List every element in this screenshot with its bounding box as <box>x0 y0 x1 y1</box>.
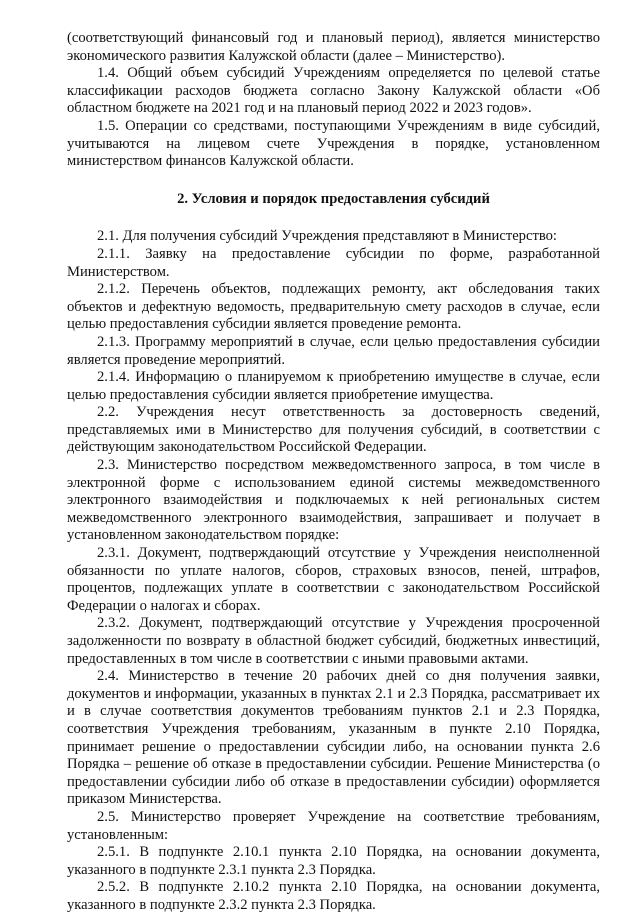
paragraph-2-1: 2.1. Для получения субсидий Учреждения представляют в Министерство: <box>97 228 557 245</box>
section-heading: 2. Условия и порядок предоставления субсидий <box>177 190 490 207</box>
paragraph-2-3-1: 2.3.1. Документ, подтверждающий отсутствие у Учреждения неисполненной обязанности по уплате налогов, сборов, страховых взносов, пеней, штрафов, процентов, подлежащих уплате в соответствии с законодательством Российской Федерации о налогах и сборах. <box>67 545 600 614</box>
paragraph-2-5: 2.5. Министерство проверяет Учреждение на соответствие требованиям, установленным: <box>67 808 600 843</box>
paragraph-2-1-3: 2.1.3. Программу мероприятий в случае, если целью предоставления субсидии является проведение мероприятий. <box>67 333 600 368</box>
paragraph-2-3-2: 2.3.2. Документ, подтверждающий отсутствие у Учреждения просроченной задолженности по возврату в областной бюджет субсидий, бюджетных инвестиций, предоставленных в том числе в соответствии с иными правовыми актами. <box>67 615 600 667</box>
paragraph-1-5: 1.5. Операции со средствами, поступающими Учреждениям в виде субсидий, учитываются на лицевом счете Учреждения в порядке, установленном министерством финансов Калужской области. <box>67 117 600 170</box>
paragraph-2-1-4: 2.1.4. Информацию о планируемом к приобретению имуществе в случае, если целью предоставления субсидии является приобретение имущества. <box>67 369 600 403</box>
paragraph-2-5-1: 2.5.1. В подпункте 2.10.1 пункта 2.10 Порядка, на основании документа, указанного в подпункте 2.3.1 пункта 2.3 Порядка. <box>67 844 600 878</box>
paragraph-2-5-2: 2.5.2. В подпункте 2.10.2 пункта 2.10 Порядка, на основании документа, указанного в подпункте 2.3.2 пункта 2.3 Порядка. <box>67 879 600 913</box>
paragraph-2-1-2: 2.1.2. Перечень объектов, подлежащих ремонту, акт обследования таких объектов и дефектную ведомость, предварительную смету расходов в случае, если целью предоставления субсидии является проведение ремонта. <box>67 281 600 333</box>
paragraph-intro-continuation: (соответствующий финансовый год и плановый период), является министерство экономического развития Калужской области (далее – Министерство). <box>67 30 600 64</box>
paragraph-1-4: 1.4. Общий объем субсидий Учреждениям определяется по целевой статье классификации расходов бюджета согласно Закону Калужской области «Об областном бюджете на 2021 год и на плановый период 2022 и 2023 годов». <box>67 65 600 117</box>
paragraph-2-2: 2.2. Учреждения несут ответственность за достоверность сведений, представляемых ими в Министерство для получения субсидий, в соответствии с действующим законодательством Российской Федерации. <box>67 404 600 456</box>
paragraph-2-1-1: 2.1.1. Заявку на предоставление субсидии по форме, разработанной Министерством. <box>67 245 600 280</box>
paragraph-2-3: 2.3. Министерство посредством межведомственного запроса, в том числе в электронной форме с использованием единой системы межведомственного электронного взаимодействия и подключаемых к ней региональных систем межведомственного электронного взаимодействия, запрашивает и получает в установленном законодательством порядке: <box>67 457 600 544</box>
paragraph-2-4: 2.4. Министерство в течение 20 рабочих дней со дня получения заявки, документов и информации, указанных в пунктах 2.1 и 2.3 Порядка, рассматривает их и в случае соответствия документов требованиям пунктов 2.1 и 2.3 Порядка, соответствия Учреждения требованиям, указанным в пункте 2.10 Порядка, принимает решение о предоставлении субсидии либо, на основании пункта 2.6 Порядка – решение об отказе в предоставлении субсидии. Решение Министерства (о предоставлении субсидии либо об отказе в предоставлении субсидии) оформляется приказом Министерства. <box>67 668 600 808</box>
